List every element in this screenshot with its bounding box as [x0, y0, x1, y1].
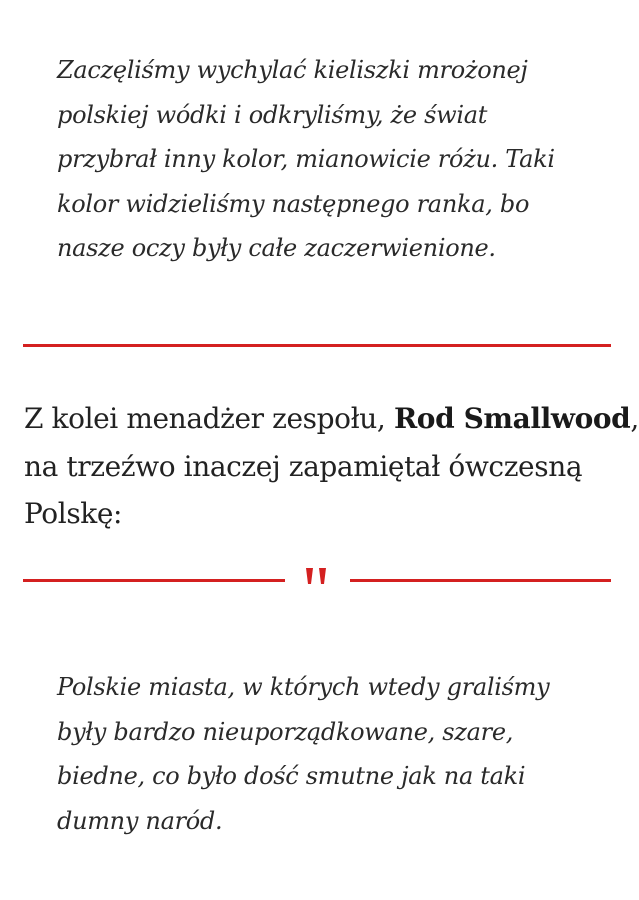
divider-line-right — [350, 579, 611, 582]
paragraph-line: na trzeźwo inaczej zapamiętał ówczesną — [24, 449, 583, 483]
quote-line: Polskie miasta, w których wtedy graliśmy — [57, 673, 550, 701]
quote-line: nasze oczy były całe zaczerwienione. — [57, 234, 496, 262]
blockquote-top — [57, 48, 577, 271]
quote-line: Zaczęliśmy wychylać kieliszki mrożonej — [57, 56, 528, 84]
section-divider — [23, 344, 611, 347]
paragraph-line — [24, 395, 639, 443]
divider-line-left — [23, 579, 285, 582]
quote-line: polskiej wódki i odkryliśmy, że świat — [57, 100, 488, 129]
quote-line: kolor widzieliśmy następnego ranka, bo — [57, 189, 530, 218]
paragraph-line: Polskę: — [24, 497, 123, 530]
quote-line: przybrał inny kolor, mianowicie różu. Taki — [57, 145, 555, 173]
article-paragraph — [24, 395, 639, 538]
paragraph-text: , — [630, 402, 639, 435]
quote-mark-icon — [302, 560, 332, 600]
blockquote-bottom — [57, 665, 577, 843]
quote-divider — [23, 560, 611, 600]
paragraph-text: Z kolei menadżer zespołu, — [24, 402, 394, 435]
quote-line: były bardzo nieuporządkowane, szare, — [57, 717, 514, 746]
quote-line: dumny naród. — [57, 806, 223, 835]
person-name: Rod Smallwood — [393, 402, 631, 435]
quote-line: biedne, co było dość smutne jak na taki — [57, 762, 526, 790]
